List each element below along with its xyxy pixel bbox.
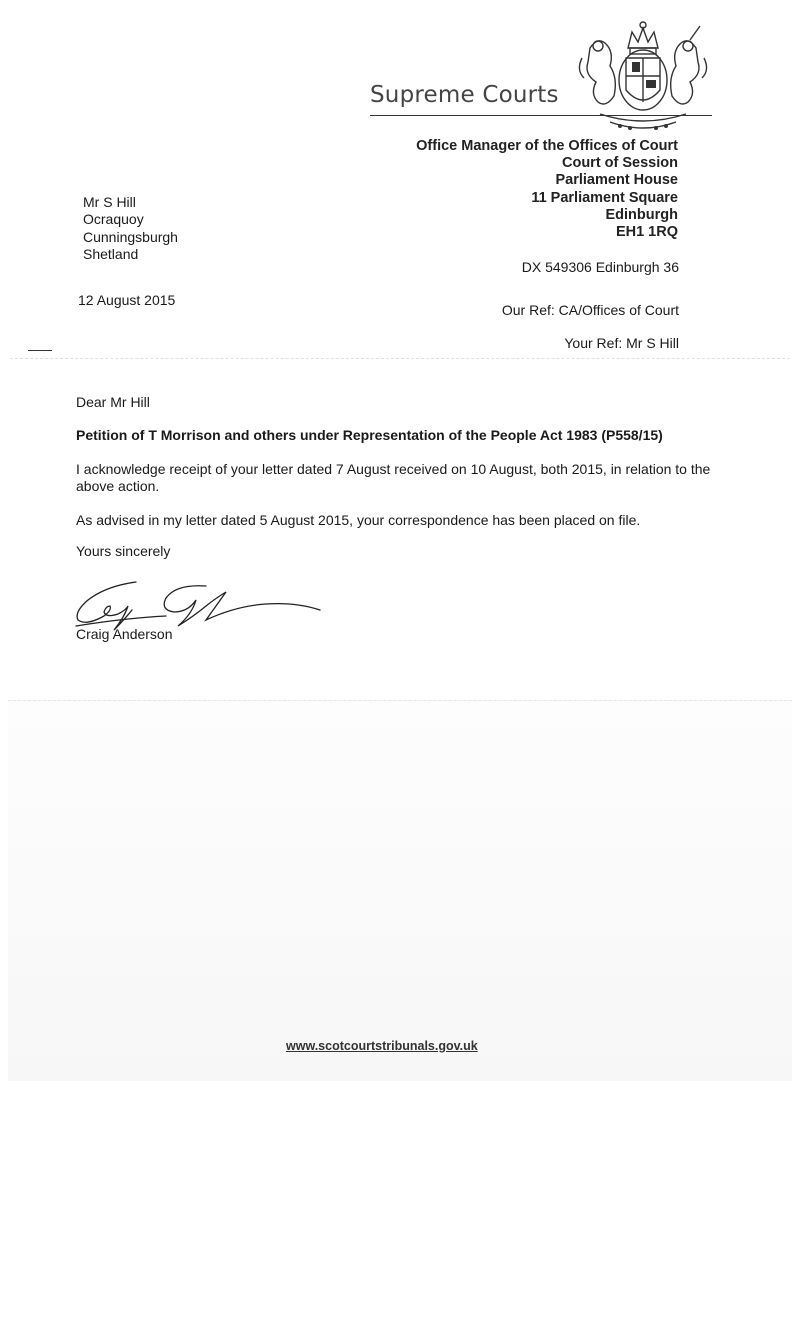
office-line: 11 Parliament Square [531, 189, 678, 206]
court-office-address [416, 138, 678, 241]
signer-name: Craig Anderson [76, 626, 173, 642]
body-paragraph: As advised in my letter dated 5 August 2015, your correspondence has been placed on file. [76, 512, 641, 528]
office-line: EH1 1RQ [615, 224, 678, 241]
dx-number: DX 549306 Edinburgh 36 [521, 259, 679, 275]
scan-fold-line [10, 358, 790, 359]
recipient-line: Ocraquoy [83, 211, 144, 228]
our-reference: Our Ref: CA/Offices of Court [501, 302, 679, 318]
office-line: Parliament House [555, 172, 678, 189]
body-paragraph: I acknowledge receipt of your letter dated 7 August received on 10 August, both 2015, in relation to the above action. [76, 461, 711, 494]
recipient-address [83, 194, 178, 263]
your-reference: Your Ref: Mr S Hill [564, 335, 679, 351]
scan-shading [8, 700, 792, 1081]
salutation: Dear Mr Hill [76, 394, 150, 410]
brand-name: Supreme Courts [370, 82, 559, 108]
subject-line: Petition of T Morrison and others under Representation of the People Act 1983 (P558/15) [76, 427, 663, 443]
recipient-line: Cunningsburgh [83, 228, 178, 245]
office-line: Office Manager of the Offices of Court [416, 138, 678, 154]
fold-mark [28, 350, 52, 351]
office-line: Court of Session [561, 155, 678, 172]
footer-website-link[interactable]: www.scotcourtstribunals.gov.uk [286, 1039, 478, 1053]
letter-date: 12 August 2015 [78, 292, 176, 308]
closing: Yours sincerely [76, 543, 171, 559]
office-line: Edinburgh [605, 206, 678, 223]
recipient-line: Mr S Hill [83, 194, 136, 210]
recipient-line: Shetland [83, 245, 139, 262]
royal-crest-icon [570, 18, 716, 136]
